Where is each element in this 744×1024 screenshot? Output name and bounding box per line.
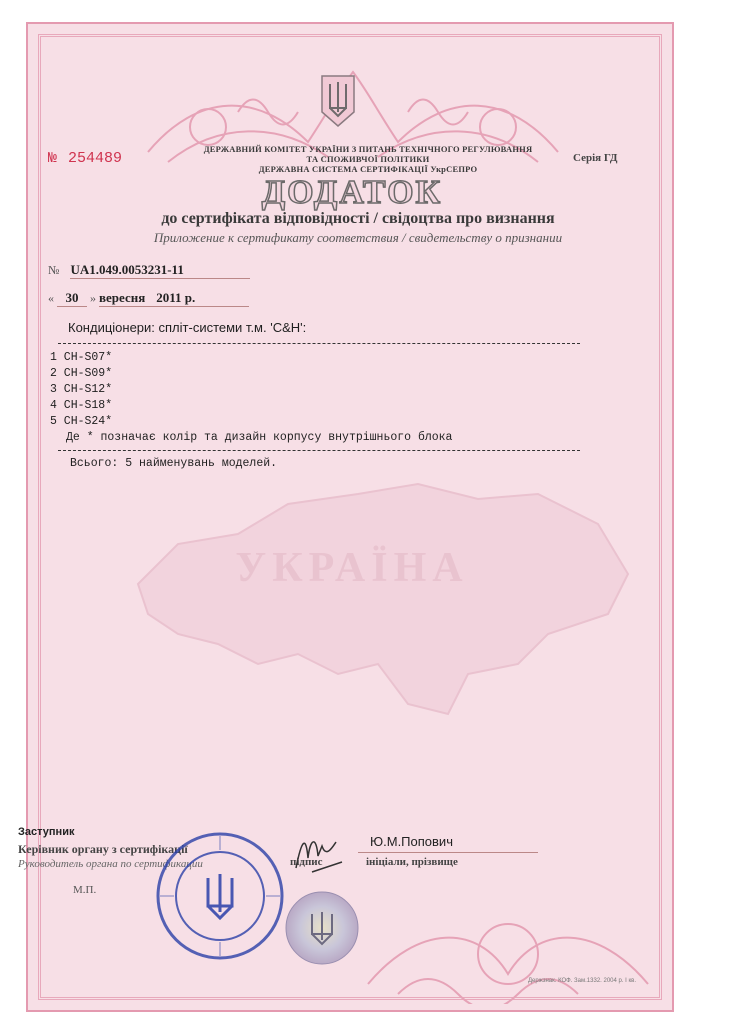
series-label: Серія ГД — [573, 152, 618, 164]
model-item: 3 CH-S12* — [50, 383, 113, 396]
name-underline — [358, 852, 538, 853]
appendix-content — [50, 320, 610, 470]
cert-no-label: № — [48, 263, 60, 277]
watermark-text: УКРАЇНА — [235, 545, 469, 591]
certificate-number: UA1.049.0053231-11 — [70, 262, 250, 279]
document-title: ДОДАТОК — [261, 174, 443, 211]
date-month: вересня — [99, 290, 146, 305]
official-seal — [150, 826, 290, 966]
print-footer: Держзнак. КОФ. Зам.1332. 2004 р. І кв. — [527, 978, 636, 984]
agency-header — [188, 144, 548, 174]
total-models: Всього: 5 найменувань моделей. — [70, 457, 278, 470]
model-item: 4 CH-S18* — [50, 399, 113, 412]
agency-line-1: ДЕРЖАВНИЙ КОМІТЕТ УКРАЇНИ З ПИТАНЬ ТЕХНІЧНОГО РЕГУЛЮВАННЯ — [203, 144, 533, 154]
deputy-label: Заступник — [18, 826, 75, 838]
model-item: 1 CH-S07* — [50, 351, 113, 364]
model-item: 2 CH-S09* — [50, 367, 113, 380]
asterisk-note: Де * позначає колір та дизайн корпусу внутрішнього блока — [66, 431, 453, 444]
dashed-divider-bottom — [58, 450, 580, 451]
form-number — [48, 150, 122, 167]
trident-emblem-icon — [318, 72, 358, 128]
head-label-ru: Руководитель органа по сертификации — [18, 858, 203, 870]
number-prefix: № — [48, 150, 59, 167]
model-item: 5 CH-S24* — [50, 415, 113, 428]
name-caption: ініціали, прізвище — [366, 856, 458, 868]
date-close-quote: » — [90, 291, 96, 305]
document-subtitle: до сертифіката відповідності / свідоцтва про визнання — [161, 210, 555, 227]
form-number-value: 254489 — [68, 150, 123, 167]
head-label: Керівник органу з сертифікації — [18, 842, 188, 856]
certificate-number-row — [48, 262, 250, 279]
dashed-divider-top — [58, 343, 580, 344]
stamp-place-label: М.П. — [73, 884, 97, 896]
date-year: 2011 р. — [156, 290, 196, 305]
signatory-name: Ю.М.Попович — [370, 834, 453, 849]
handwritten-signature — [292, 828, 352, 878]
ukraine-map-watermark — [118, 464, 648, 764]
agency-line-3: ДЕРЖАВНА СИСТЕМА СЕРТИФІКАЦІЇ УкрСЕПРО — [258, 164, 478, 174]
date-day: 30 — [65, 290, 79, 305]
signature-caption: підпис — [290, 856, 323, 868]
hologram-sticker — [282, 888, 362, 968]
date-open-quote: « — [48, 291, 54, 305]
date-row — [48, 290, 249, 307]
document-subtitle-ru: Приложение к сертификату соответствия / свидетельству о признании — [153, 230, 563, 245]
agency-line-2: ТА СПОЖИВЧОЇ ПОЛІТИКИ — [306, 154, 430, 164]
product-heading: Кондиціонери: спліт-системи т.м. 'C&H': — [68, 320, 307, 335]
